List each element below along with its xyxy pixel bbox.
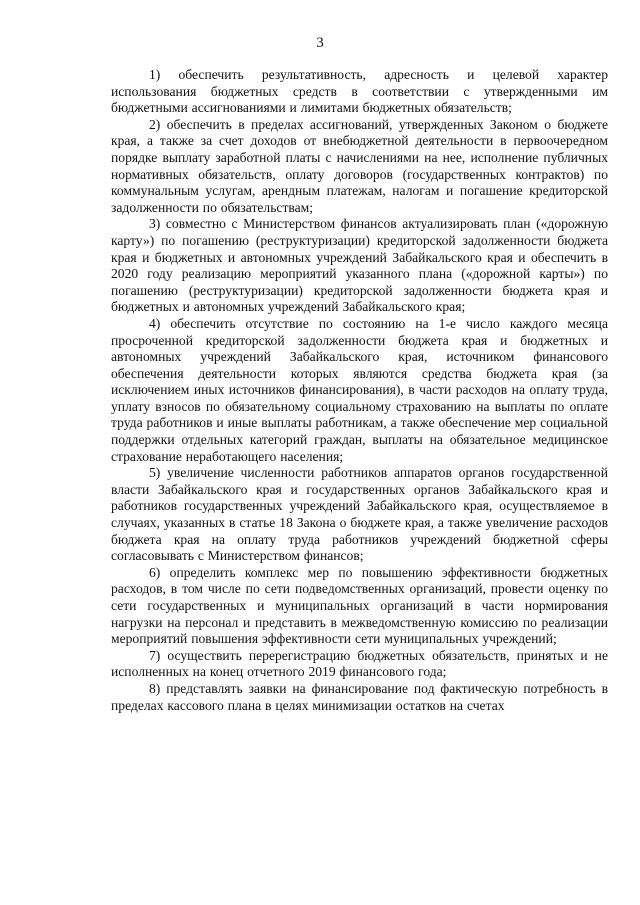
paragraph-item-5: 5) увеличение численности работников аппаратов органов государственной власти Забайкальского края и государственных органов Забайкальского края и работников государственных учреждений Забайкальского края, осуществляемое в случаях, указанных в статье 18 Закона о бюджете края, а также увеличение расходов бюджета края на оплату труда работников учреждений бюджетной сферы согласовывать с Министерством финансов; <box>111 465 608 564</box>
paragraph-item-2: 2) обеспечить в пределах ассигнований, утвержденных Законом о бюджете края, а также за счет доходов от внебюджетной деятельности в первоочередном порядке выплату заработной платы с начислениями на нее, исполнение публичных нормативных обязательств, оплату договоров (государственных контрактов) по коммунальным услугам, арендным платежам, налогам и погашение кредиторской задолженности по обязательствам; <box>111 116 608 215</box>
paragraph-item-8: 8) представлять заявки на финансирование под фактическую потребность в пределах кассового плана в целях минимизации остатков на счетах <box>111 680 608 713</box>
paragraph-item-4: 4) обеспечить отсутствие по состоянию на 1-е число каждого месяца просроченной кредиторской задолженности бюджета края и бюджетных и автономных учреждений Забайкальского края, источником финансового обеспечения деятельности которых являются средства бюджета края (за исключением иных источников финансирования), в части расходов на оплату труда, уплату взносов по обязательному социальному страхованию на выплаты по оплате труда работников и иные выплаты работникам, а также обеспечение мер социальной поддержки отдельных категорий граждан, выплаты на обязательное медицинское страхование неработающего населения; <box>111 315 608 464</box>
paragraph-item-7: 7) осуществить перерегистрацию бюджетных обязательств, принятых и не исполненных на конец отчетного 2019 финансового года; <box>111 647 608 680</box>
page-number: 3 <box>316 35 324 51</box>
paragraph-item-3: 3) совместно с Министерством финансов актуализировать план («дорожную карту») по погашению (реструктуризации) кредиторской задолженности бюджета края и бюджетных и автономных учреждений Забайкальского края и обеспечить в 2020 году реализацию мероприятий указанного плана («дорожной карты») по погашению (реструктуризации) кредиторской задолженности бюджета края и бюджетных и автономных учреждений Забайкальского края; <box>111 216 608 315</box>
paragraph-item-1: 1) обеспечить результативность, адресность и целевой характер использования бюджетных средств в соответствии с утвержденными им бюджетными ассигнованиями и лимитами бюджетных обязательств; <box>111 67 608 116</box>
paragraph-item-6: 6) определить комплекс мер по повышению эффективности бюджетных расходов, в том числе по сети подведомственных организаций, провести оценку по сети государственных и муниципальных организаций в части нормирования нагрузки на персонал и представить в межведомственную комиссию по реализации мероприятий повышения эффективности сети муниципальных учреждений; <box>111 564 608 647</box>
document-body <box>111 67 608 714</box>
